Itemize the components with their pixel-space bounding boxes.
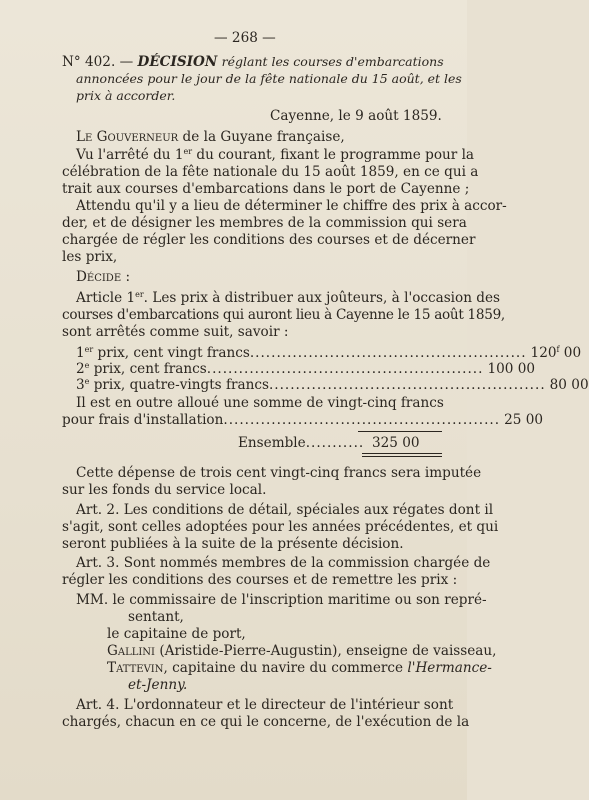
extra-allowance-line: Il est en outre alloué une somme de vingt-cinq francs [76,395,444,411]
governor-line [76,129,345,146]
governor-title: Le Gouverneur [76,129,179,145]
article4-line-2: chargés, chacun en ce qui le concerne, de l'exécution de la [62,714,470,730]
prize-amount: 100 00 [487,361,536,377]
expense-line-2: sur les fonds du service local. [62,482,267,498]
article1-label: Article 1 [76,290,136,306]
total-underline-1 [362,453,442,454]
vu-text-a: Vu l'arrêté du 1 [76,147,184,163]
decision-title: DÉCISION [137,54,218,70]
prize-amount: 120$^f$ 00 [530,345,582,361]
article1-line-1 [76,290,500,307]
leader-dots: .................................................... [223,412,501,428]
decision-subject-2: annoncées pour le jour de la fête nationale du 15 août, et les [76,71,462,86]
vu-text-b: du courant, fixant le programme pour la [192,147,475,163]
attendu-line-1: Attendu qu'il y a lieu de déterminer le chiffre des prix à accor- [76,198,507,214]
members-line-2: sentant, [128,609,184,625]
article1-line-2: courses d'embarcations qui auront lieu à Cayenne le 15 août 1859, [62,307,505,323]
governor-rest: de la Guyane française, [182,129,345,145]
decision-number: N° 402. — [62,54,134,70]
total-underline-2 [362,456,442,457]
total-row [238,435,364,452]
members-line-3: le capitaine de port, [107,626,246,642]
vu-line-3: trait aux courses d'embarcations dans le port de Cayenne ; [62,181,470,197]
prize-row [62,412,544,429]
place-date: Cayenne, le 9 août 1859. [270,108,442,124]
prize-label: 1er prix, cent vingt francs [76,345,250,361]
article4-line-1: Art. 4. L'ordonnateur et le directeur de l'intérieur sont [76,697,454,713]
prize-row [76,345,582,362]
article1-sup: er [135,290,144,299]
leader-dots: ........... [305,435,365,451]
prize-row [76,361,536,378]
leader-dots: .................................................... [249,345,527,361]
prize-row [76,377,589,394]
decision-subject-1: réglant les courses d'embarcations [221,54,444,69]
article3-line-2: régler les conditions des courses et de remettre les prix : [62,572,458,588]
decision-heading-line1 [62,53,444,71]
article2-line-1: Art. 2. Les conditions de détail, spéciales aux régates dont il [76,502,494,518]
member-name-gallini: Gallini [107,643,156,659]
vu-line-2: célébration de la fête nationale du 15 août 1859, en ce qui a [62,164,479,180]
vu-line-1 [76,147,474,164]
article1-text: . Les prix à distribuer aux joûteurs, à l'occasion des [143,290,501,306]
attendu-line-3: chargée de régler les conditions des courses et de décerner [62,232,476,248]
total-amount: 325 00 [372,435,420,451]
sum-rule [358,431,442,432]
leader-dots: .................................................... [206,361,484,377]
prize-label: 3e prix, quatre-vingts francs [76,377,269,393]
leader-dots: .................................................... [268,377,546,393]
decision-subject-3: prix à accorder. [76,88,176,103]
article1-line-3: sont arrêtés comme suit, savoir : [62,324,289,340]
members-line-4 [107,643,497,660]
members-line-6: et-Jenny. [128,677,188,693]
members-line-1: MM. le commissaire de l'inscription maritime ou son repré- [76,592,487,608]
member-detail-tattevin: , capitaine du navire du commerce [163,660,408,676]
members-line-5 [107,660,492,677]
vu-sup: er [183,147,193,156]
total-label: Ensemble [238,435,306,451]
article2-line-3: seront publiées à la suite de la présente décision. [62,536,404,552]
article3-line-1: Art. 3. Sont nommés membres de la commission chargée de [76,555,491,571]
attendu-line-4: les prix, [62,249,118,265]
member-name-tattevin: Tattevin [107,660,164,676]
prize-label: 2e prix, cent francs [76,361,207,377]
page-number: — 268 — [214,30,276,46]
prize-amount: 80 00 [549,377,589,393]
article2-line-2: s'agit, sont celles adoptées pour les années précédentes, et qui [62,519,499,535]
decide-heading: Décide : [76,269,131,285]
ship-name-1: l'Hermance- [407,660,492,676]
prize-amount: 25 00 [504,412,544,428]
expense-line-1: Cette dépense de trois cent vingt-cinq francs sera imputée [76,465,482,481]
prize-label: pour frais d'installation [62,412,224,428]
member-detail-gallini: (Aristide-Pierre-Augustin), enseigne de vaisseau, [155,643,497,659]
attendu-line-2: der, et de désigner les membres de la commission qui sera [62,215,467,231]
